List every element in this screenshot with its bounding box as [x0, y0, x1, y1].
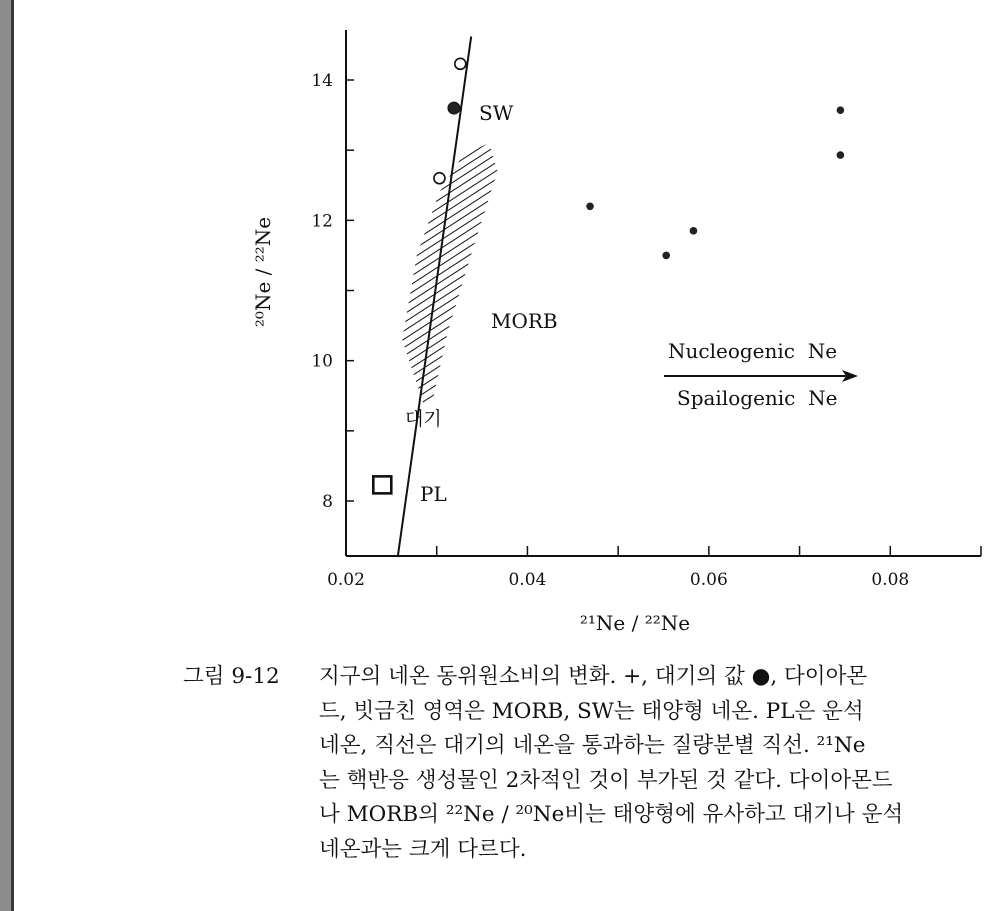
caption-line-6: 네온과는 크게 다르다.: [319, 836, 527, 862]
y-tick-label: 12: [311, 211, 333, 232]
x-tick-label: 0.08: [871, 570, 910, 590]
caption-line-4: 는 핵반응 생성물인 2차적인 것이 부가된 것 같다. 다이아몬드: [319, 767, 893, 793]
morb-label: MORB: [491, 309, 558, 333]
small-dot-point: [690, 227, 698, 235]
spallogenic-label: Spailogenic Ne: [677, 386, 838, 410]
caption-line-5: 나 MORB의 ²²Ne / ²⁰Ne비는 태양형에 유사하고 대기나 운석: [319, 802, 904, 828]
x-tick-label: 0.04: [508, 570, 547, 590]
small-dot-point: [586, 203, 594, 211]
figure-caption: [183, 660, 986, 911]
pl-label: PL: [420, 482, 447, 506]
open-circle-point: [434, 173, 445, 184]
y-tick-label: 8: [322, 492, 333, 512]
caption-text: [319, 660, 903, 868]
x-axis-label: ²¹Ne / ²²Ne: [579, 611, 691, 635]
caption-line-1: 지구의 네온 동위원소비의 변화. +, 대기의 값 ●, 다이아몬: [319, 664, 868, 689]
chart-tick-labels: [311, 71, 909, 590]
fractionation-line-layer: [398, 36, 471, 557]
nucleogenic-label: Nucleogenic Ne: [668, 339, 838, 363]
caption-label: 그림 9-12: [183, 664, 280, 689]
x-tick-label: 0.06: [689, 570, 728, 590]
y-axis-label: ²⁰Ne / ²²Ne: [251, 216, 275, 328]
arrow: [664, 370, 858, 382]
open-circle-point: [455, 58, 466, 69]
y-tick-label: 14: [311, 71, 333, 91]
mass-fractionation-line: [398, 36, 471, 557]
x-tick-label: 0.02: [327, 570, 365, 590]
atmosphere-label: 대기: [405, 408, 442, 430]
small-dot-point: [837, 151, 845, 159]
sw-label: SW: [479, 101, 514, 125]
small-dot-point: [837, 106, 845, 114]
filled-circle-point: [448, 102, 460, 114]
open-square-point: [373, 476, 391, 493]
caption-line-2: 드, 빗금친 영역은 MORB, SW는 태양형 네온. PL은 운석: [319, 698, 864, 724]
small-dot-point: [662, 252, 670, 260]
y-tick-label: 10: [311, 351, 333, 372]
caption-line-3: 네온, 직선은 대기의 네온을 통과하는 질량분별 직선. ²¹Ne: [319, 733, 866, 759]
